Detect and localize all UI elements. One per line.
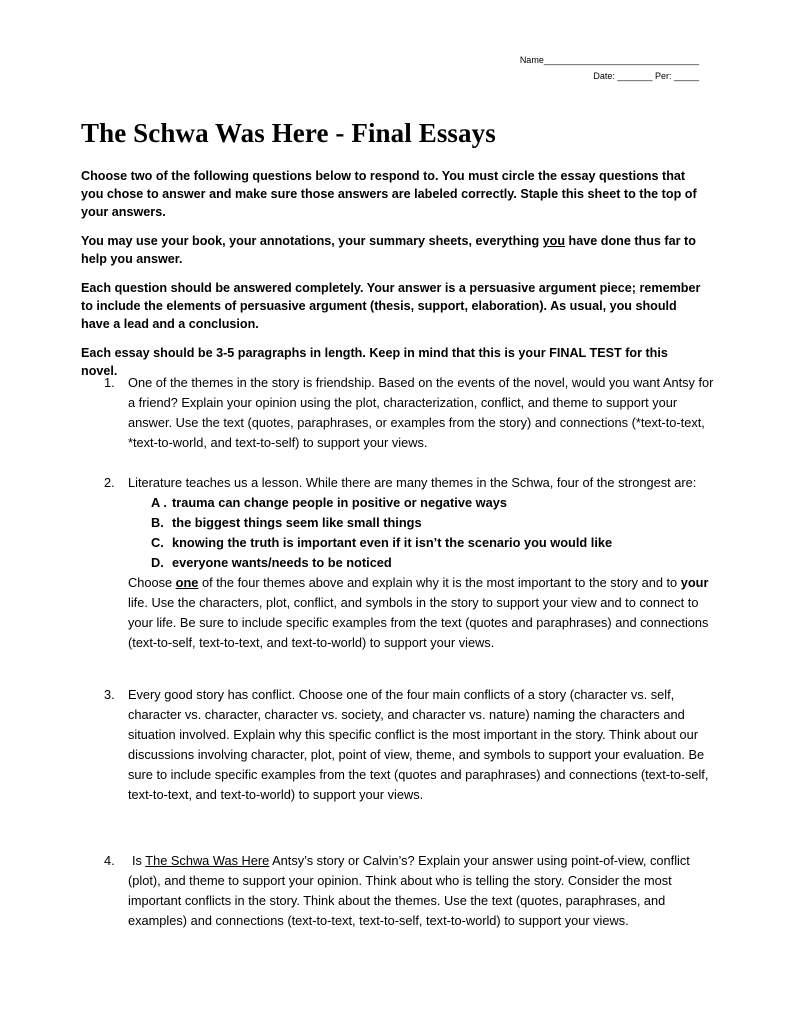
question-intro: Literature teaches us a lesson. While there are many themes in the Schwa, four of the strongest are: <box>128 475 697 490</box>
question-choose-text <box>128 573 714 653</box>
instruction-resources-text-end: have done thus far to help you answer. <box>81 234 696 266</box>
choose-text-mid: of the four themes above and explain why it is the most important to the story and to <box>198 575 681 590</box>
theme-letter: D. <box>151 555 164 570</box>
question-3 <box>104 685 714 805</box>
choose-one-emphasis: one <box>175 575 199 590</box>
theme-letter: B. <box>151 515 164 530</box>
instruction-length: Each essay should be 3-5 paragraphs in length. Keep in mind that this is your FINAL TEST for this novel. <box>81 346 668 378</box>
question-text-start: Is <box>132 853 146 868</box>
theme-letter: C. <box>151 535 164 550</box>
theme-text: the biggest things seem like small things <box>172 515 422 530</box>
instruction-resources-underlined: you <box>542 234 566 248</box>
theme-text: everyone wants/needs to be noticed <box>172 555 392 570</box>
question-text: One of the themes in the story is friendship. Based on the events of the novel, would you want Antsy for a friend? Explain your opinion using the plot, characterization, conflict, and theme to support your answer. Use the text (quotes, paraphrases, or examples from the story) and connections (*text-to-text, *text-to-world, and text-to-self) to support your views. <box>128 375 714 450</box>
theme-item-c <box>151 533 714 553</box>
choose-text: Choose <box>128 575 176 590</box>
theme-item-b <box>151 513 714 533</box>
instruction-resources <box>81 232 706 268</box>
theme-text: trauma can change people in positive or negative ways <box>172 495 507 510</box>
question-1 <box>104 373 714 453</box>
question-number: 1. <box>104 375 115 390</box>
instruction-persuasive: Each question should be answered completely. Your answer is a persuasive argument piece; remember to include the elements of persuasive argument (thesis, support, elaboration). As usual, you should have a lead and a conclusion. <box>81 281 701 331</box>
student-info-header <box>520 52 699 84</box>
instruction-resources-text: You may use your book, your annotations, your summary sheets, everything <box>81 234 543 248</box>
instruction-choose: Choose two of the following questions below to respond to. You must circle the essay questions that you chose to answer and make sure those answers are labeled correctly. Staple this sheet to the top of your answers. <box>81 169 697 219</box>
question-text <box>128 851 714 931</box>
theme-letter: A . <box>151 495 167 510</box>
theme-item-a <box>151 493 714 513</box>
theme-list <box>128 493 714 573</box>
question-text-end: Antsy’s story or Calvin’s? Explain your answer using point-of-view, conflict (plot), and theme to support your opinion. Think about who is telling the story. Consider the most important conflicts in the story. Think about the themes. Use the text (quotes, paraphrases, and examples) and connections (text-to-text, text-to-self, text-to-world) to support your views. <box>128 853 690 928</box>
question-4 <box>104 851 714 931</box>
date-period-line: Date: _______ Per: _____ <box>593 71 699 81</box>
page-title: The Schwa Was Here - Final Essays <box>81 118 496 148</box>
theme-item-d <box>151 553 714 573</box>
name-line: Name_______________________________ <box>519 55 699 65</box>
choose-your-emphasis: your <box>680 575 709 590</box>
question-2 <box>104 473 714 653</box>
choose-text-end: life. Use the characters, plot, conflict, and symbols in the story to support your view and to connect to your life. Be sure to include specific examples from the text (quotes and paraphrases) and connections (text-to-self, text-to-text, and text-to-world) to support your views. <box>128 595 709 650</box>
book-title: The Schwa Was Here <box>145 853 270 868</box>
question-text: Every good story has conflict. Choose one of the four main conflicts of a story (character vs. self, character vs. character, character vs. society, and character vs. nature) naming the characters and situation involved. Explain why this specific conflict is the most important in the story. Think about our discussions involving character, plot, point of view, theme, and symbols to support your evaluation. Be sure to include specific examples from the text (quotes and paraphrases) and connections (text-to-self, text-to-text, and text-to-world) to support your views. <box>128 687 709 802</box>
question-number: 4. <box>104 853 115 868</box>
theme-text: knowing the truth is important even if it isn’t the scenario you would like <box>172 535 613 550</box>
question-number: 2. <box>104 475 115 490</box>
question-number: 3. <box>104 687 115 702</box>
